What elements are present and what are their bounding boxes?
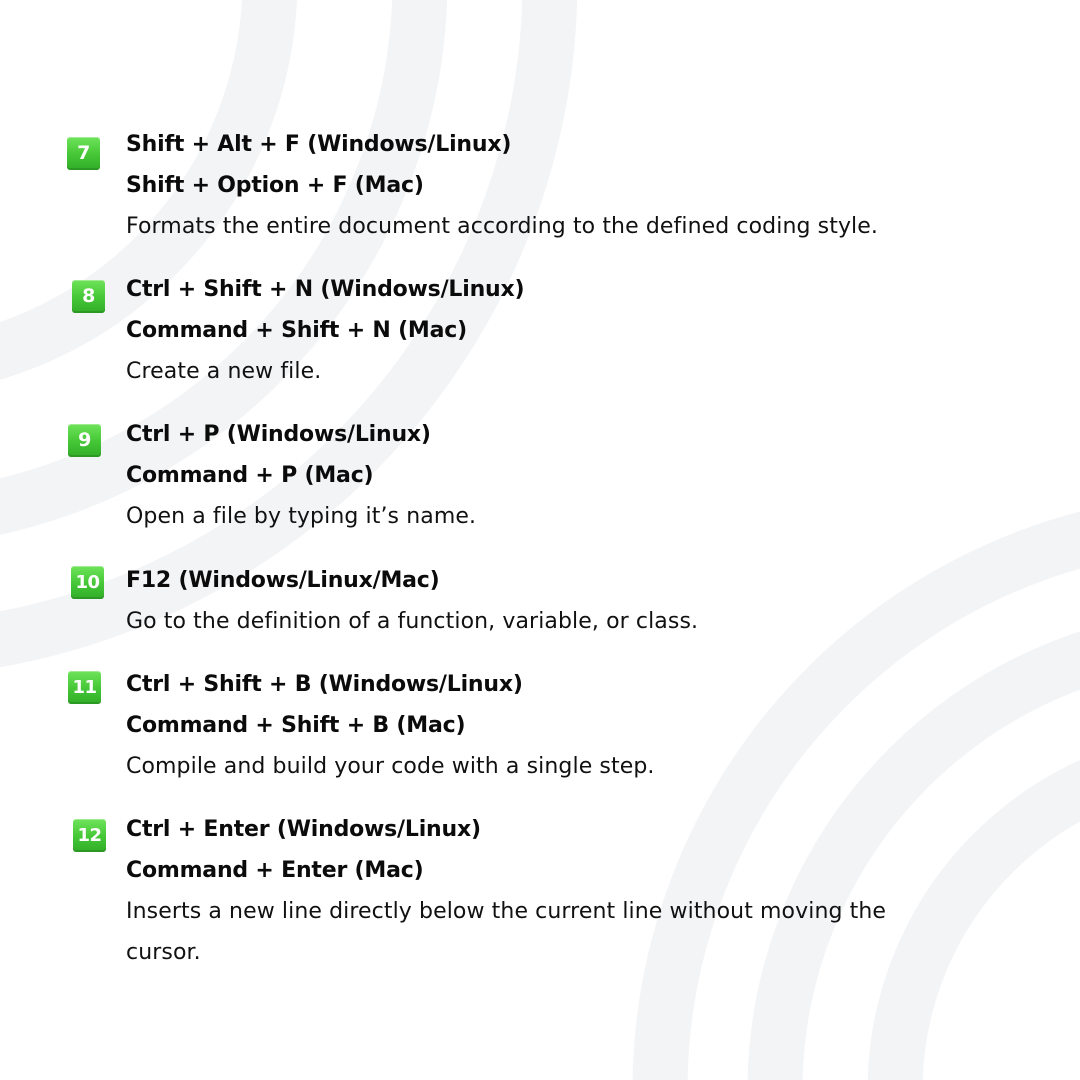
number-badge-11: 11 xyxy=(68,671,101,704)
number-badge-10: 10 xyxy=(71,566,104,599)
shortcut-keys-windows: Ctrl + Shift + N (Windows/Linux) xyxy=(126,277,525,302)
shortcut-description: Create a new file. xyxy=(126,359,322,384)
shortcut-keys-windows: Ctrl + Enter (Windows/Linux) xyxy=(126,817,481,842)
shortcut-keys-mac: Command + P (Mac) xyxy=(126,463,374,488)
number-badge-8: 8 xyxy=(72,280,105,313)
shortcut-description: Formats the entire document according to the defined coding style. xyxy=(126,214,878,239)
shortcut-keys-mac: Shift + Option + F (Mac) xyxy=(126,173,424,198)
shortcut-description: Go to the definition of a function, variable, or class. xyxy=(126,609,699,634)
shortcut-description: Open a file by typing it’s name. xyxy=(126,504,477,529)
shortcut-keys-windows: Ctrl + Shift + B (Windows/Linux) xyxy=(126,672,523,697)
shortcut-keys-windows: Shift + Alt + F (Windows/Linux) xyxy=(126,132,512,157)
shortcut-description: Compile and build your code with a single step. xyxy=(126,754,655,779)
shortcut-keys-mac: Command + Shift + N (Mac) xyxy=(126,318,467,343)
shortcut-description-line-1: Inserts a new line directly below the current line without moving the xyxy=(126,899,887,924)
shortcut-description-line-2: cursor. xyxy=(126,940,201,965)
shortcut-keys-mac: Command + Shift + B (Mac) xyxy=(126,713,466,738)
number-badge-9: 9 xyxy=(68,424,101,457)
shortcut-keys-windows: Ctrl + P (Windows/Linux) xyxy=(126,422,431,447)
shortcut-keys-mac: Command + Enter (Mac) xyxy=(126,858,424,883)
shortcut-keys-all: F12 (Windows/Linux/Mac) xyxy=(126,568,440,593)
number-badge-7: 7 xyxy=(67,137,100,170)
number-badge-12: 12 xyxy=(73,819,106,852)
